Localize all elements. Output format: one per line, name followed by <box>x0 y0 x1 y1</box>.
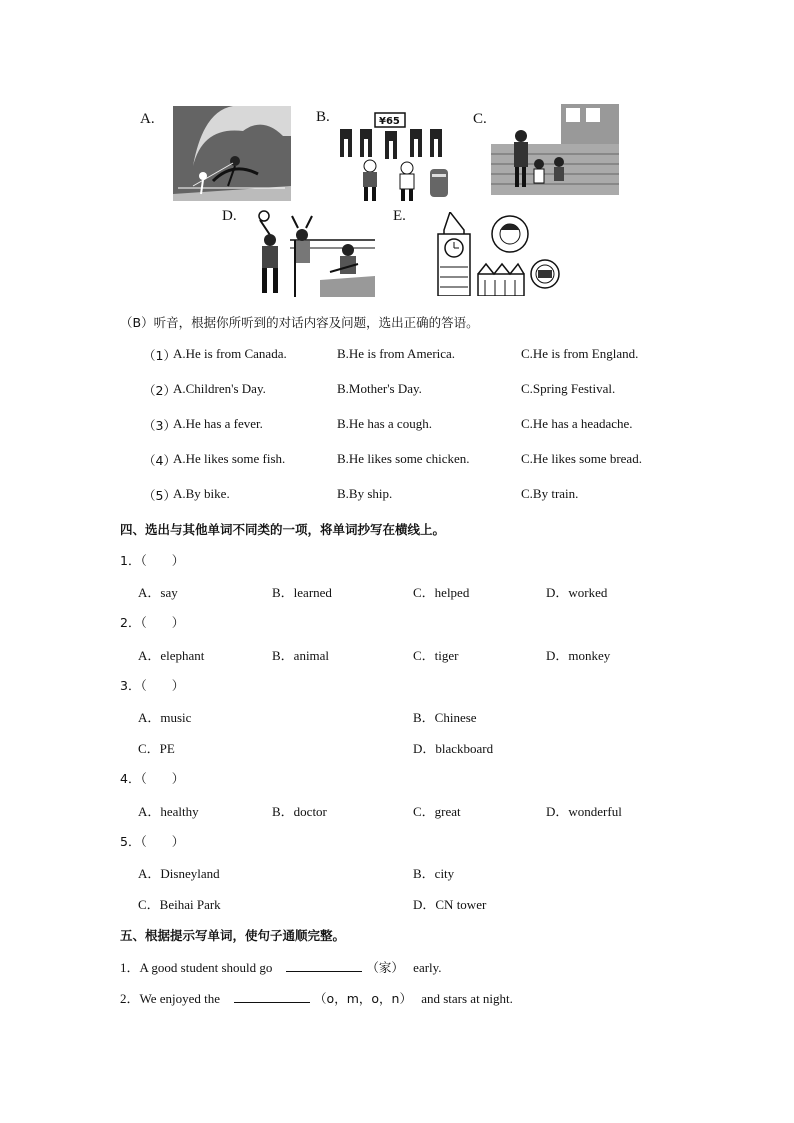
picture-e-label: E. <box>393 208 406 224</box>
option-d: D．wonderful <box>546 804 622 819</box>
option-c: C．PE <box>138 741 175 756</box>
option-a: A．elephant <box>138 648 205 663</box>
option-b: B．doctor <box>272 804 327 819</box>
option-b: B．Chinese <box>413 710 477 725</box>
hint: （家） <box>366 960 404 975</box>
question-number: 3．（ ） <box>120 678 185 693</box>
option-c: C．tiger <box>413 648 459 663</box>
picture-b-label: B. <box>316 109 330 125</box>
hint: （o，m，o，n） <box>314 991 412 1006</box>
option-a: A.He likes some fish. <box>173 451 286 466</box>
sentence-end: early. <box>413 960 442 975</box>
option-a: A．music <box>138 710 192 725</box>
picture-a-kite-flying <box>173 106 291 201</box>
option-c: C．helped <box>413 585 470 600</box>
option-b: B．animal <box>272 648 330 663</box>
option-d: D．worked <box>546 585 608 600</box>
option-b: B.By ship. <box>337 486 393 501</box>
question-number: 2．（ ） <box>120 615 185 630</box>
picture-d-volleyball <box>240 210 375 297</box>
section-4-heading: 四、选出与其他单词不同类的一项，将单词抄写在横线上。 <box>120 522 446 537</box>
answer-blank[interactable] <box>286 959 362 972</box>
question-number: 5．（ ） <box>120 834 185 849</box>
option-d: D．CN tower <box>413 897 487 912</box>
picture-c-street-scene <box>491 104 619 195</box>
option-d: D．monkey <box>546 648 611 663</box>
fill-in-sentence <box>120 988 513 1007</box>
sentence-start: 1．A good student should go <box>120 960 273 975</box>
option-b: B．city <box>413 866 455 881</box>
sentence-start: 2．We enjoyed the <box>120 991 221 1006</box>
fill-in-sentence <box>120 957 442 976</box>
picture-e-london <box>430 212 562 296</box>
item-number: （3） <box>143 418 176 433</box>
section-5-heading: 五、根据提示写单词，使句子通顺完整。 <box>120 928 346 943</box>
option-c: C．Beihai Park <box>138 897 221 912</box>
option-a: A.He has a fever. <box>173 416 263 431</box>
option-c: C.He has a headache. <box>521 416 633 431</box>
sentence-end: and stars at night. <box>421 991 513 1006</box>
option-a: A．Disneyland <box>138 866 220 881</box>
picture-b-clothes-shop <box>335 111 462 203</box>
option-a: A．say <box>138 585 178 600</box>
option-c: C．great <box>413 804 461 819</box>
option-a: A．healthy <box>138 804 199 819</box>
option-c: C.He is from England. <box>521 346 639 361</box>
question-number: 4．（ ） <box>120 771 185 786</box>
option-b: B．learned <box>272 585 332 600</box>
answer-blank[interactable] <box>234 990 310 1003</box>
picture-c-label: C. <box>473 111 487 127</box>
option-c: C.By train. <box>521 486 579 501</box>
item-number: （4） <box>143 453 176 468</box>
item-number: （2） <box>143 383 176 398</box>
option-b: B.He likes some chicken. <box>337 451 470 466</box>
picture-d-label: D. <box>222 208 237 224</box>
option-b: B.He has a cough. <box>337 416 432 431</box>
option-a: A.He is from Canada. <box>173 346 287 361</box>
option-c: C.Spring Festival. <box>521 381 616 396</box>
price-tag: ¥65 <box>379 116 400 127</box>
option-c: C.He likes some bread. <box>521 451 642 466</box>
option-a: A.By bike. <box>173 486 230 501</box>
option-d: D．blackboard <box>413 741 494 756</box>
option-a: A.Children's Day. <box>173 381 266 396</box>
picture-a-label: A. <box>140 111 155 127</box>
item-number: （1） <box>143 348 176 363</box>
option-b: B.Mother's Day. <box>337 381 422 396</box>
section-b-heading: （B）听音，根据你所听到的对话内容及问题，选出正确的答语。 <box>120 315 479 330</box>
question-number: 1．（ ） <box>120 553 185 568</box>
option-b: B.He is from America. <box>337 346 456 361</box>
item-number: （5） <box>143 488 176 503</box>
